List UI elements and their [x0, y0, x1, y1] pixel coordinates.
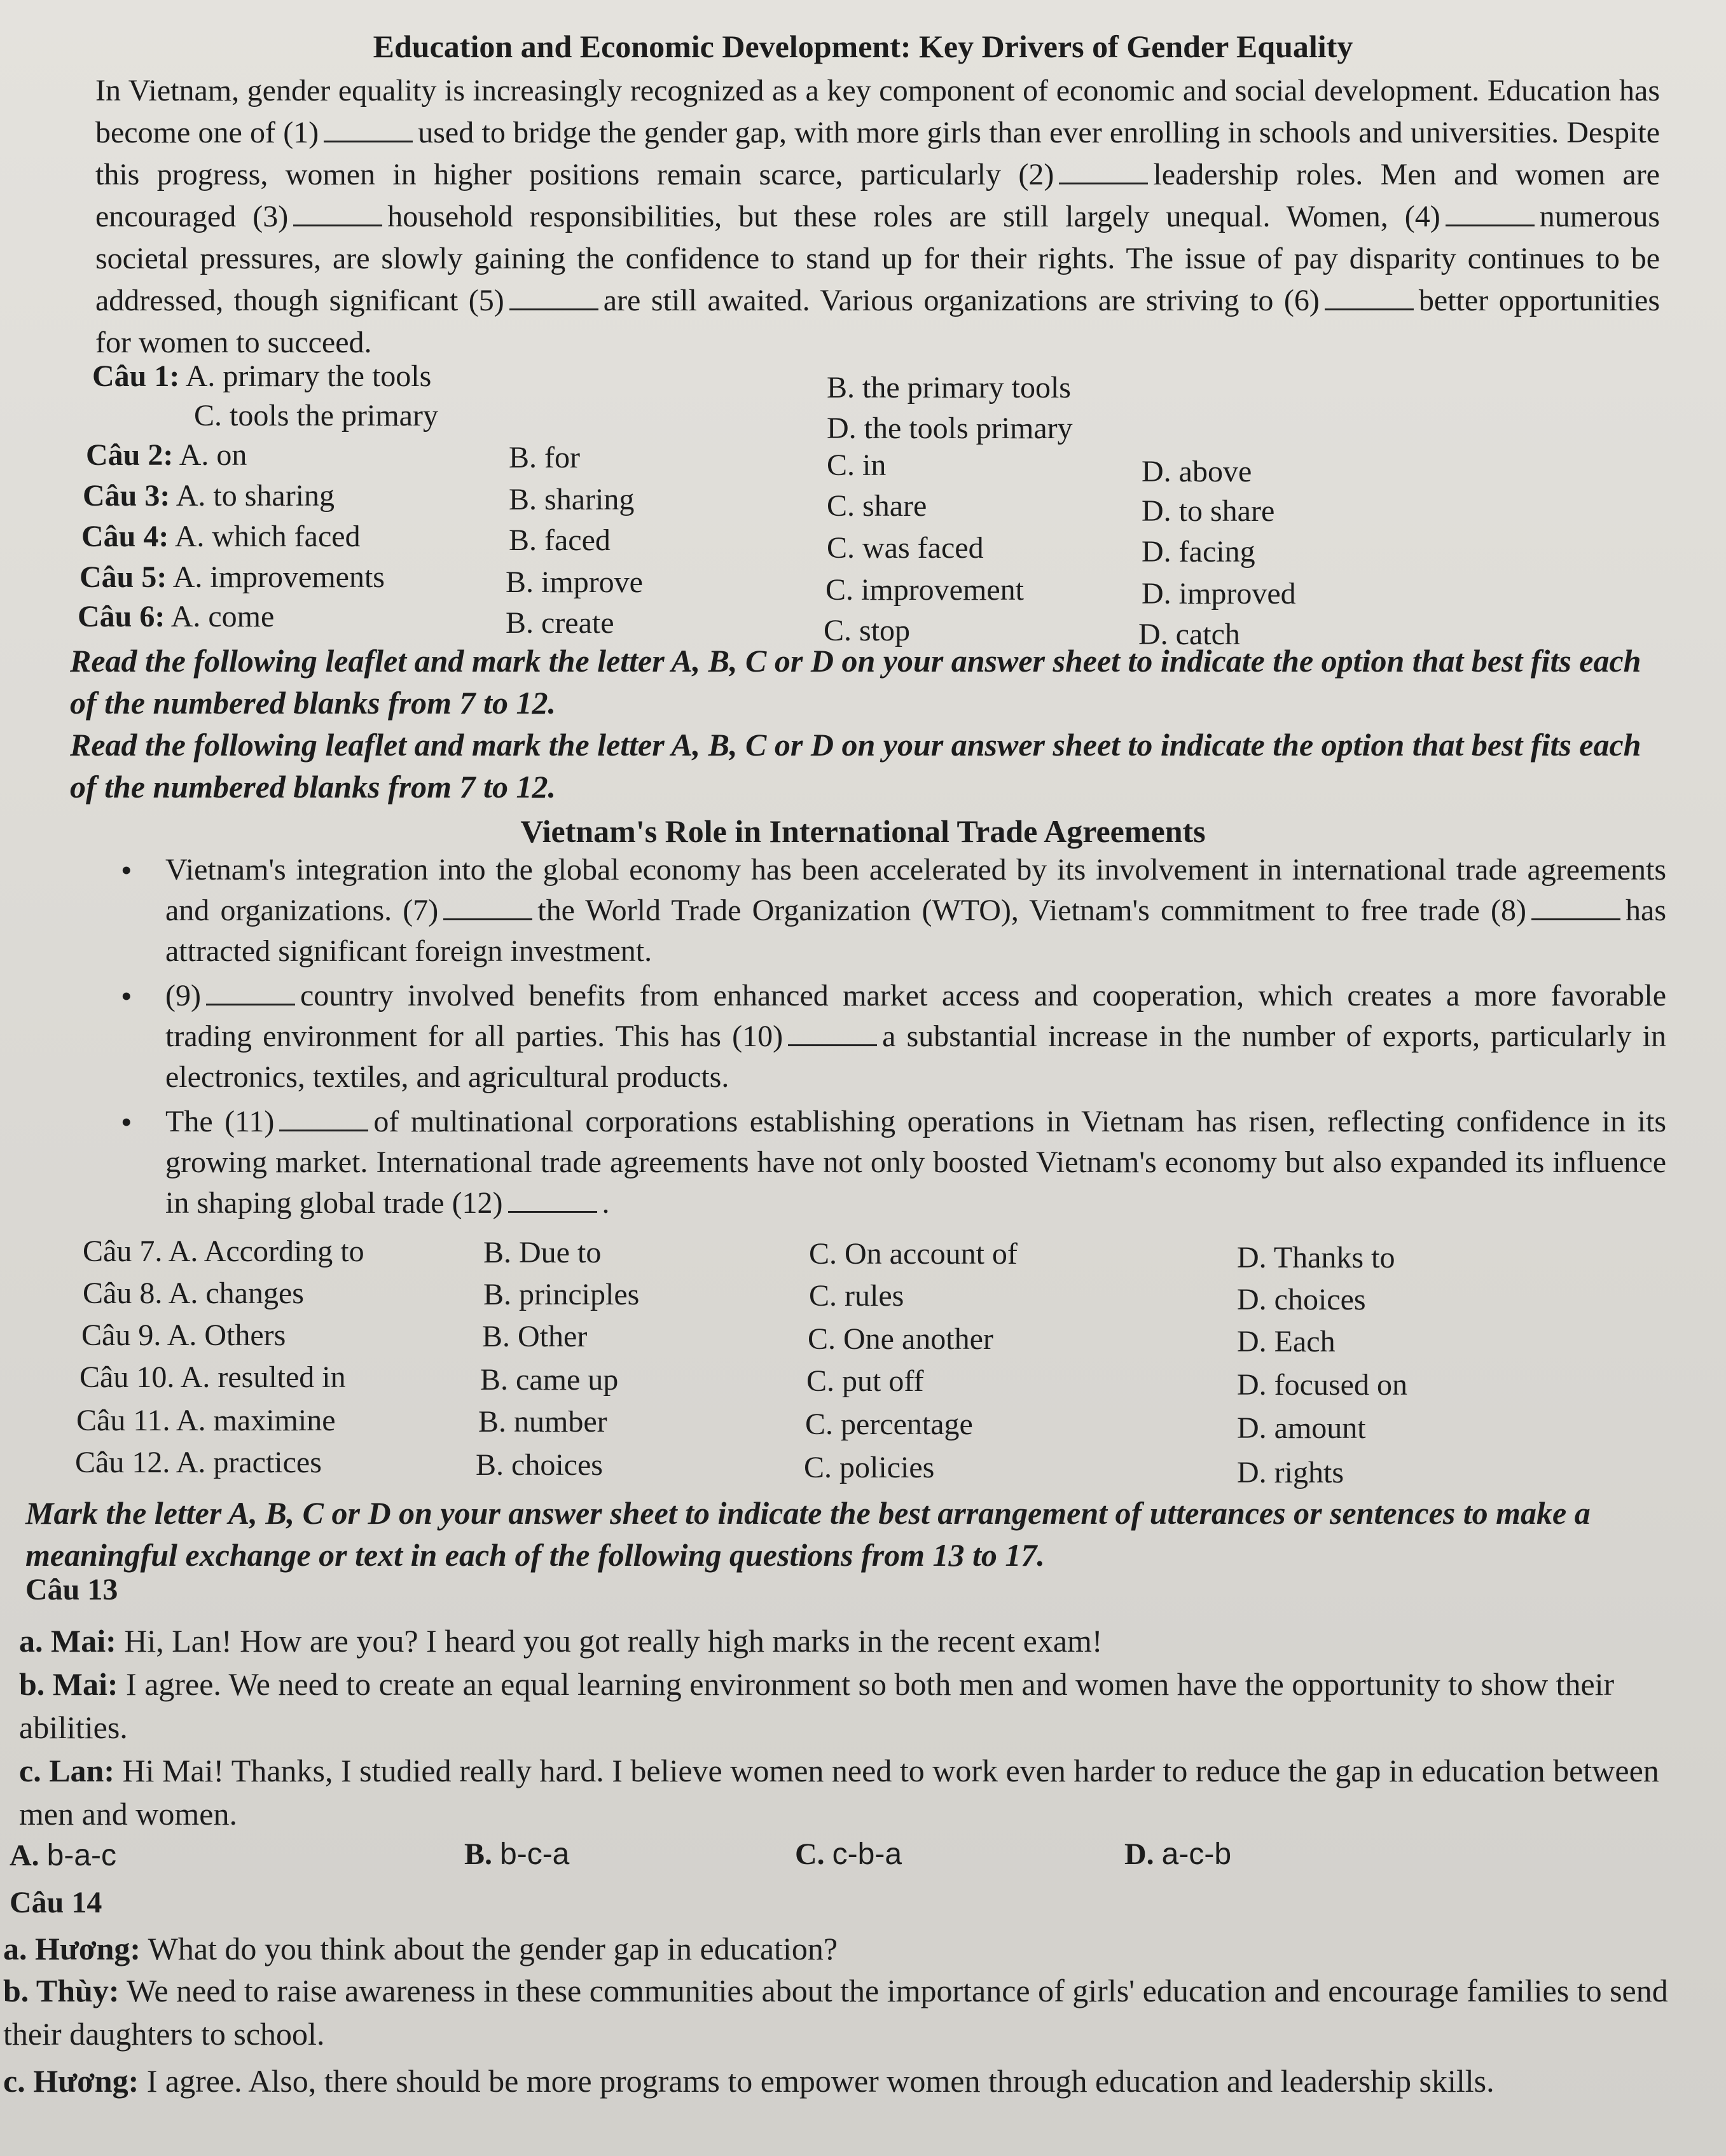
passage2-title: Vietnam's Role in International Trade Agreements [520, 813, 1206, 849]
q13-line-b: b. Mai: I agree. We need to create an equal learning environment so both men and women have the opportunity to show their abilities. [19, 1666, 1615, 1745]
blank-11 [279, 1104, 368, 1131]
instruction-arrange: Mark the letter A, B, C or D on your answer sheet to indicate the best arrangement of utterances or sentences to make a meaningful exchange or text in each of the following questions from 13 to 17. [25, 1495, 1591, 1573]
q8-label: Câu 8. A. changes [83, 1276, 304, 1310]
q8-option-d: D. choices [1237, 1283, 1366, 1316]
passage1-text: In Vietnam, gender equality is increasingly recognized as a key component of economic and social development. Education has become one of (1) used to bridge the gender gap, with more girls than ever enrolling in schools and universities. Despite this progress, women in higher positions remain scarce, particularly (2) leadership roles. Men and women are encouraged (3) household responsibilities, but these roles are still largely unequal. Women, (4) numerous societal pressures, are slowly gaining the confidence to stand up for their rights. The issue of pay disparity continues to be addressed, though significant (5) are still awaited. Various organizations are striving to (6) better opportunities for women to succeed. [95, 74, 1660, 359]
q3-option-b: B. sharing [509, 483, 635, 516]
q2-option-c: C. in [827, 448, 887, 482]
q6-option-c: C. stop [824, 614, 911, 647]
blank-9 [206, 978, 295, 1005]
q6-label: Câu 6: A. come [78, 600, 275, 633]
blank-4 [1446, 199, 1535, 226]
q7-option-d: D. Thanks to [1237, 1241, 1395, 1275]
blank-3 [293, 199, 382, 226]
q2-label: Câu 2: A. on [86, 438, 247, 472]
q14-line-b: b. Thùy: We need to raise awareness in these communities about the importance of girls' education and encourage families to send their daughters to school. [3, 1973, 1668, 2052]
q4-option-c: C. was faced [827, 531, 984, 565]
q9-label: Câu 9. A. Others [81, 1318, 286, 1352]
q1-label: Câu 1: A. primary the tools [92, 359, 432, 393]
q4-option-d: D. facing [1142, 535, 1255, 569]
q4-label: Câu 4: A. which faced [81, 520, 361, 553]
q14-line-a: a. Hương: What do you think about the gender gap in education? [3, 1931, 838, 1966]
q10-option-c: C. put off [806, 1364, 924, 1398]
blank-12 [508, 1185, 597, 1213]
q8-option-c: C. rules [809, 1279, 904, 1313]
q3-option-c: C. share [827, 489, 927, 523]
q13-label: Câu 13 [25, 1573, 118, 1607]
q14-line-c: c. Hương: I agree. Also, there should be more programs to empower women through education and leadership skills. [3, 2063, 1495, 2099]
blank-10 [788, 1019, 877, 1046]
q1-option-b: B. the primary tools [827, 371, 1071, 404]
q5-option-c: C. improvement [825, 573, 1024, 607]
q7-option-c: C. On account of [809, 1237, 1018, 1271]
q3-option-d: D. to share [1142, 494, 1275, 528]
q6-option-d: D. catch [1138, 618, 1240, 651]
blank-2 [1059, 157, 1148, 184]
q9-option-d: D. Each [1237, 1325, 1336, 1358]
q13-option-b: B. b-c-a [464, 1837, 570, 1871]
q9-option-c: C. One another [808, 1322, 993, 1356]
q6-option-b: B. create [506, 606, 614, 640]
bullet-2: • (9) country involved benefits from enhanced market access and cooperation, which creates a more favorable trading environment for all parties. This has (10) a substantial increase in the number of exports, particularly in electronics, textiles, and agricultural products. [121, 976, 1666, 1098]
blank-5 [509, 283, 598, 310]
q2-option-b: B. for [509, 441, 580, 474]
q10-label: Câu 10. A. resulted in [79, 1360, 346, 1394]
q12-label: Câu 12. A. practices [75, 1446, 322, 1479]
q5-option-b: B. improve [506, 565, 643, 599]
instruction-leaflet-1: Read the following leaflet and mark the letter A, B, C or D on your answer sheet to indicate the option that best fits each of the numbered blanks from 7 to 12. [70, 643, 1641, 721]
blank-7 [443, 893, 532, 920]
passage2-bullets [121, 850, 1666, 1227]
q11-label: Câu 11. A. maximine [76, 1404, 336, 1437]
bullet-3: • The (11) of multinational corporations establishing operations in Vietnam has risen, reflecting confidence in its growing market. International trade agreements have not only boosted Vietnam's economy but also expanded its influence in shaping global trade (12) . [121, 1102, 1666, 1224]
q13-option-d: D. a-c-b [1124, 1837, 1232, 1871]
q11-option-b: B. number [478, 1405, 607, 1439]
q7-label: Câu 7. A. According to [83, 1234, 364, 1268]
q1-option-d: D. the tools primary [827, 411, 1073, 445]
q7-option-b: B. Due to [483, 1236, 602, 1269]
q10-option-b: B. came up [480, 1363, 619, 1397]
q9-option-b: B. Other [482, 1320, 588, 1353]
instruction-leaflet-2: Read the following leaflet and mark the letter A, B, C or D on your answer sheet to indicate the option that best fits each of the numbered blanks from 7 to 12. [70, 727, 1641, 805]
bullet-1: • Vietnam's integration into the global economy has been accelerated by its involvement in international trade agreements and organizations. (7) the World Trade Organization (WTO), Vietnam's commitment to free trade (8) has attracted significant foreign investment. [121, 850, 1666, 972]
q5-label: Câu 5: A. improvements [79, 560, 385, 594]
q12-option-d: D. rights [1237, 1456, 1344, 1489]
blank-1 [324, 115, 413, 142]
q13-line-c: c. Lan: Hi Mai! Thanks, I studied really hard. I believe women need to work even harder to reduce the gap in education between men and women. [19, 1753, 1659, 1832]
q13-line-a: a. Mai: Hi, Lan! How are you? I heard you got really high marks in the recent exam! [19, 1623, 1103, 1659]
q11-option-c: C. percentage [805, 1407, 973, 1441]
q12-option-c: C. policies [804, 1451, 935, 1484]
q11-option-d: D. amount [1237, 1411, 1366, 1445]
q1-option-c: C. tools the primary [194, 399, 438, 432]
passage1-title: Education and Economic Development: Key Drivers of Gender Equality [373, 29, 1353, 64]
blank-8 [1531, 893, 1620, 920]
blank-6 [1325, 283, 1414, 310]
q12-option-b: B. choices [476, 1448, 603, 1482]
q3-label: Câu 3: A. to sharing [83, 479, 335, 513]
q13-option-a: A. b-a-c [10, 1839, 117, 1872]
q2-option-d: D. above [1142, 455, 1252, 488]
q14-label: Câu 14 [10, 1886, 102, 1919]
q10-option-d: D. focused on [1237, 1368, 1407, 1402]
q13-option-c: C. c-b-a [795, 1837, 902, 1871]
q5-option-d: D. improved [1142, 577, 1296, 611]
q8-option-b: B. principles [483, 1278, 640, 1311]
q4-option-b: B. faced [509, 523, 611, 557]
